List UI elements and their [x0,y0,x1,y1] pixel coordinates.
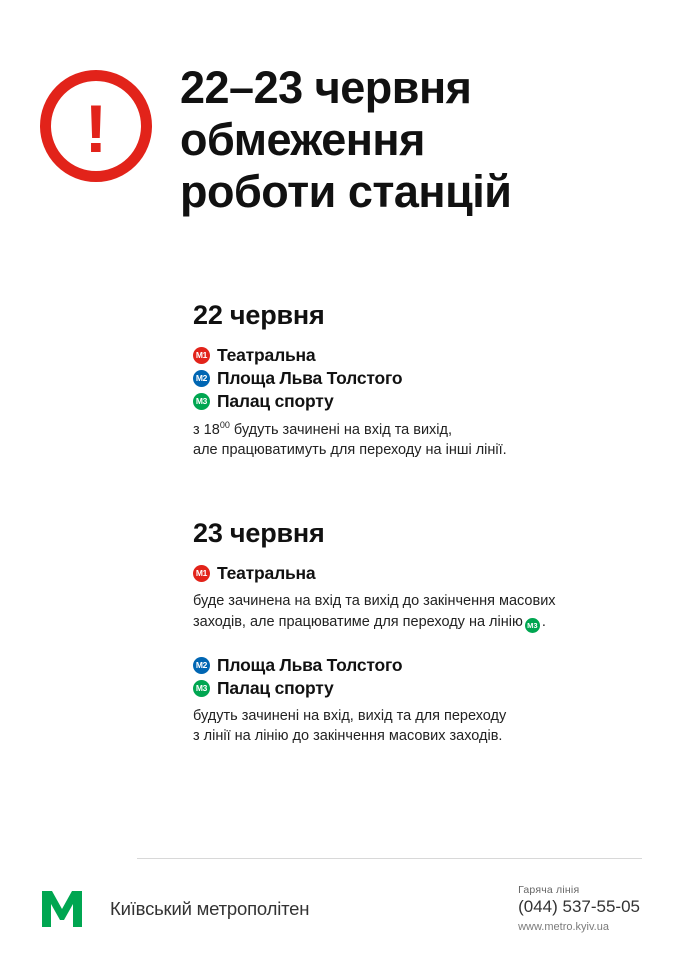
station-name: Театральна [217,345,316,365]
section-note [193,419,653,461]
station-row [193,368,653,389]
note-line-2a: заходів, але працюватиме для переходу на лінію [193,613,523,630]
metro-line-badge-m2: М2 [193,370,210,387]
footer-contacts [518,884,640,933]
section-note [193,706,653,747]
metro-line-badge-m2: М2 [193,657,210,674]
note-time-prefix: з 18 [193,421,220,438]
poster-footer [40,884,640,933]
station-row [193,678,653,699]
station-row [193,345,653,366]
page-title-line-2: обмеження [180,114,425,166]
note-line-2b: . [541,613,546,630]
metro-line-badge-m3-inline: М3 [525,618,540,633]
page-title [180,62,511,219]
exclamation-circle-icon [40,70,152,182]
note-line-1: будуть зачинені на вхід, вихід та для переходу [193,707,507,724]
footer-divider [137,858,642,859]
hotline-number: (044) 537-55-05 [518,897,640,916]
metro-line-badge-m3: М3 [193,680,210,697]
poster-header [40,62,650,219]
note-line-2: але працюватимуть для переходу на інші лінії. [193,442,507,459]
page-title-line-3: роботи станцій [180,166,512,218]
website-url[interactable]: www.metro.kyiv.ua [518,921,609,933]
hotline-label: Гаряча лінія [518,884,580,896]
organization-name: Київський метрополітен [110,897,310,919]
note-line-1: буде зачинена на вхід та вихід до закінчення масових [193,593,556,609]
note-line-1: будуть зачинені на вхід та вихід, [229,421,453,438]
station-row [193,391,653,412]
section-note [193,591,653,633]
station-name: Площа Льва Толстого [217,654,403,675]
section-date: 22 червня [193,300,325,330]
metro-line-badge-m3: М3 [193,393,210,410]
station-name: Палац спорту [217,391,334,411]
section-june-23 [193,518,653,747]
station-name: Палац спорту [217,677,334,698]
kyiv-metro-logo-icon [40,889,84,929]
station-name: Театральна [217,563,316,583]
station-row [193,655,653,676]
station-name: Площа Льва Толстого [217,368,403,388]
page-title-line-1: 22–23 червня [180,62,472,113]
metro-line-badge-m1: М1 [193,347,210,364]
station-row [193,563,653,584]
section-june-22 [193,300,653,461]
exclamation-mark: ! [84,91,108,167]
metro-line-badge-m1: М1 [193,565,210,582]
note-time-superscript: 00 [219,420,230,430]
note-line-2: з лінії на лінію до закінчення масових заходів. [193,728,503,745]
section-date: 23 червня [193,518,325,548]
